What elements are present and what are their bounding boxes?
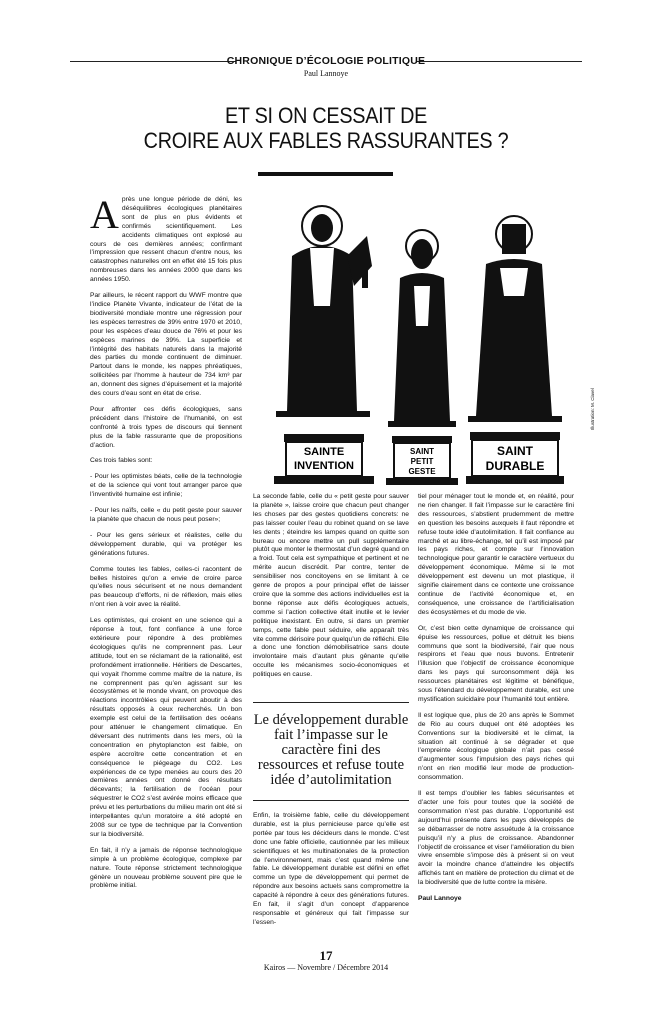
pull-quote: Le développement durable fait l’impasse sur le caractère fini des ressources et refuse toute idée d’autolimitation xyxy=(253,712,409,788)
paragraph xyxy=(90,192,242,285)
label-geste: GESTE xyxy=(408,467,436,476)
paragraph-text: près une longue période de déni, les déséquilibres écologiques planétaires sont de plus en plus évidents et confirmés scientifiquement. Les accidents climatiques ont explosé au cours de ces dernières années; confirmant l’impression que ressent chacun d’entre nous, les catastrophes naturelles ont en effet été 15 fois plus nombreuses dans les années 2000 que dans les années 1950. xyxy=(90,196,242,284)
label-invention: INVENTION xyxy=(294,460,354,472)
paragraph: Enfin, la troisième fable, celle du développement durable, est la plus pernicieuse parce qu’elle est portée par tous les décideurs dans le monde. C’est donc une fable officielle, cautionnée par les milieux scientifiques et les multinationales de la protection de l’environnement, mais c’est quand même une fable. Le développement durable est défini en effet comme un type de développement qui permet de répondre aux besoins actuels sans compromettre la capacité à répondre à ceux des générations futures. En fait, il s’agit d’un concept d’apparence responsable et généreux qui fait l’impasse sur l’essen- xyxy=(253,812,409,926)
label-saint-3: SAINT xyxy=(497,444,533,458)
paragraph: Il est logique que, plus de 20 ans après le Sommet de Rio au cours duquel ont été adoptées les Conventions sur la biodiversité et le climat, la situation ait continué à se dégrader et que l’empreinte écologique globale n’ait pas cessé d’augmenter sous l’impulsion des pays riches qui n’ont en rien modifié leur mode de production-consommation. xyxy=(418,711,574,782)
illustration-credit: Illustration: M. Clavel xyxy=(590,388,595,430)
section-rubric: CHRONIQUE D’ÉCOLOGIE POLITIQUE xyxy=(226,55,426,67)
paragraph: Il est temps d’oublier les fables sécurisantes et d’acter une fois pour toutes que la société de consommation n’est pas durable. L’opportunité est aujourd’hui présente dans les pays développés de se débarrasser de notre assuétude à la croissance puisqu’il n’y a plus de croissance. Abandonner l’objectif de croissance et viser l’amélioration du bien vivre ensemble s’impose dès à présent si on veut avoir la moindre chance d’atteindre les objectifs affichés tant en matière de protection du climat et de la biodiversité que de lutte contre la misère. xyxy=(418,790,574,887)
paragraph: La seconde fable, celle du « petit geste pour sauver la planète », laisse croire que chacun peut changer les choses par des gestes quotidiens concrets: ne pas laisser couler l’eau du robinet quand on se lave les dents ; éteindre les lampes quand on quitte son bureau ou encore mettre un pull supplémentaire plutôt que monter le thermostat d’un degré quand on a froid. Tout cela est sympathique et pertinent et ne mérite aucun discrédit. Par contre, tenter de sensibiliser nos concitoyens en se limitant à ce genre de propos a pour principal effet de laisser croire que la somme des actions individuelles est la bonne réponse aux défis écologiques actuels, comme si l’action collective était inutile et le levier politique inexistant. En outre, si dans un premier temps, cette fable peut séduire, elle apparaît très vite comme dérisoire pour quelqu’un de réfléchi. Elle a donc une fonction démobilisatrice sans doute involontaire mais d’autant plus gênante qu’elle occulte les mécanismes socio-économiques et politiques en cause. xyxy=(253,493,409,679)
paragraph: Ces trois fables sont: xyxy=(90,457,153,465)
label-durable: DURABLE xyxy=(485,459,545,473)
page-number: 17 xyxy=(319,948,333,963)
byline: Paul Lannoye xyxy=(303,69,349,78)
paragraph: Les optimistes, qui croient en une science qui a réponse à tout, font confiance à une force extérieure pour répondre à des problèmes écologiques qu’ils ne comprennent pas. Leur attitude, tout en se réclamant de la rationalité, est profondément irrationnelle. Héritiers de Descartes, qui voyait l’homme comme maître de la nature, ils ne comprennent pas qu’en agissant sur les écosystèmes et le monde vivant, on provoque des réactions incontrôlées qui peuvent aboutir à des résultats opposés à ceux recherchés. Un bon exemple est celui de la fertilisation des océans pour atténuer le changement climatique. En déversant des nutriments dans les mers, où la concentration en phytoplancton est faible, on espère accroître cette concentration et en conséquence le piégeage du CO2. Les expériences de ce type menées au cours des 20 dernières années ont donné des résultats décevants; la fertilisation de l’océan pour séquestrer le CO2 s’est avérée moins efficace que prévu et les perturbations du milieu marin ont été si interpellantes qu’un moratoire a été adopté en 2008 sur ce type de technique par la Convention sur la biodiversité. xyxy=(90,617,242,838)
paragraph: tiel pour ménager tout le monde et, en réalité, pour ne rien changer. Il fait l’impasse sur le caractère fini des ressources, s’abstient prudemment de mettre en question les besoins auxquels il faut répondre et refuse toute idée d’autolimitation. Il fait confiance au marché et au libre-échange, tel qu’il est imposé par les pays riches, et compte sur l’innovation technologique pour garantir le caractère vertueux du développement économique. Même si le mot développement est devenu un mot plastique, il signifie clairement dans ce contexte une croissance continue de l’activité économique et, en conséquence, une croissance de l’artificialisation des écosystèmes et du mode de vie. xyxy=(418,493,574,616)
pullquote-rule-top xyxy=(253,702,409,703)
paragraph: Pour affronter ces défis écologiques, sans précédent dans l’histoire de l’humanité, on est confronté à trois types de discours qui tiennent plus de la fable rassurante que de propositions d’action. xyxy=(90,405,242,449)
list-item: - Pour les naïfs, celle « du petit geste pour sauver la planète que chacun de nous peut poser»; xyxy=(90,507,242,523)
pullquote-rule-bottom xyxy=(253,800,409,801)
title-line-2: CROIRE AUX FABLES RASSURANTES ? xyxy=(143,128,509,153)
list-item: - Pour les gens sérieux et réalistes, celle du développement durable, qui va protéger les générations futures. xyxy=(90,531,242,557)
saints-illustration xyxy=(262,196,582,486)
label-saint-2: SAINT xyxy=(410,447,434,456)
footer-line: Kairos — Novembre / Décembre 2014 xyxy=(263,963,389,972)
paragraph: Or, c’est bien cette dynamique de croissance qui épuise les ressources, pollue et détruit les biens communs que sont la biodiversité, l’air que nous respirons et l’eau que nous buvons. Entretenir l’illusion que l’objectif de croissance économique dans les pays qui surconsomment déjà les ressources planétaires est légitime et bénéfique, sous l’étendard du développement durable, est une mystification suicidaire pour l’humanité tout entière. xyxy=(418,624,574,703)
drop-cap: A xyxy=(90,192,119,237)
paragraph: En fait, il n’y a jamais de réponse technologique simple à un problème écologique, complexe par nature. Toute réponse strictement technologique génère un nouveau problème souvent pire que le problème initial. xyxy=(90,846,242,890)
title-underline xyxy=(258,172,393,176)
column-3 xyxy=(418,493,574,911)
label-petit: PETIT xyxy=(410,457,434,466)
signature: Paul Lannoye xyxy=(418,895,462,903)
article-title xyxy=(33,103,620,153)
label-sainte: SAINTE xyxy=(303,446,345,458)
paragraph: Comme toutes les fables, celles-ci racontent de belles histoires qu’on a envie de croire parce qu’elles nous sécurisent et ne nous demandent pas beaucoup d’efforts, ni de réflexion, mais elles n’ont rien à voir avec la réalité. xyxy=(90,565,242,609)
column-2-continued xyxy=(253,812,409,935)
column-1 xyxy=(90,192,242,898)
list-item: - Pour les optimistes béats, celle de la technologie et de la science qui vont tout arranger parce que l’inventivité humaine est infinie; xyxy=(90,473,242,499)
paragraph: Par ailleurs, le récent rapport du WWF montre que l’indice Planète Vivante, indicateur de l’état de la biodiversité mondiale montre une régression pour les espèces terrestres de 39% entre 1970 et 2010, pour les espèces d’eau douce de 76% et pour les espèces marines de 39%. La superficie et l’intégrité des habitats naturels dans la majorité des parties du monde continuent de diminuer. Partout dans le monde, les nappes phréatiques, sollicitées par l’homme à hauteur de 734 km³ par an, donnent des signes d’épuisement et la majorité des cours d’eau sont en état de crise. xyxy=(90,292,242,398)
column-2 xyxy=(253,493,409,687)
saint-figure-invention xyxy=(274,206,374,484)
title-line-1: ET SI ON CESSAIT DE xyxy=(224,103,428,128)
